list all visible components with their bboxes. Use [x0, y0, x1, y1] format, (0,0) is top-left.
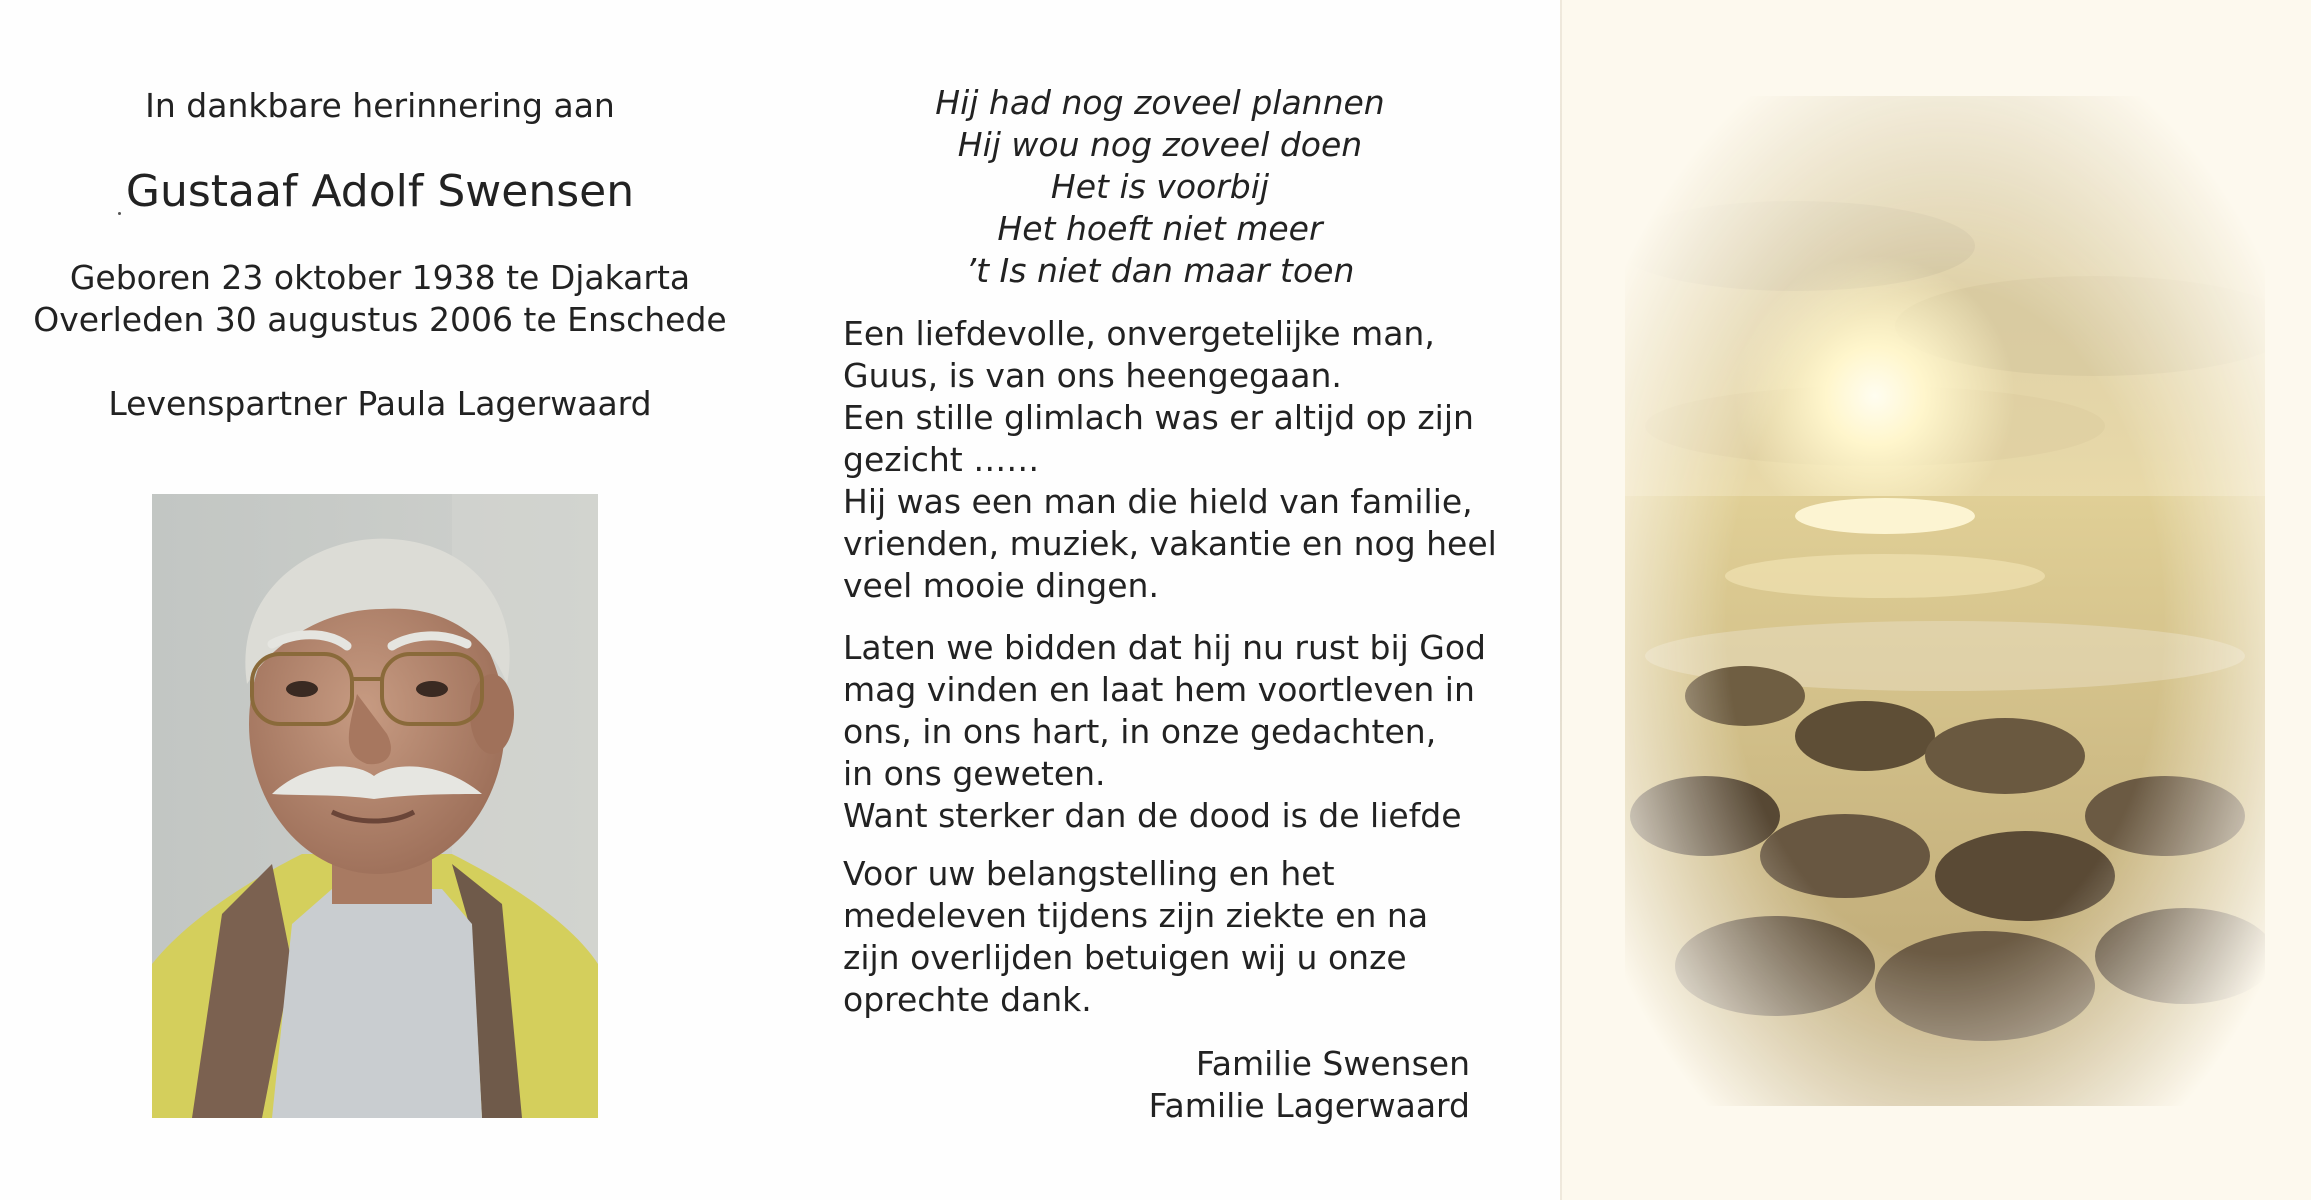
print-speck — [118, 212, 121, 215]
text-line: Hij was een man die hield van familie, — [843, 482, 1473, 521]
text-line: ons, in ons hart, in onze gedachten, — [843, 712, 1437, 751]
paragraph-tribute — [843, 313, 1543, 607]
sun-glow — [1735, 256, 2015, 536]
partner-line: Levenspartner Paula Lagerwaard — [108, 384, 652, 423]
text-line: Voor uw belangstelling en het — [843, 854, 1335, 893]
text-line: Een liefdevolle, onvergetelijke man, — [843, 314, 1435, 353]
text-line: zijn overlijden betuigen wij u onze — [843, 938, 1407, 977]
poem-line: Hij wou nog zoveel doen — [957, 125, 1363, 164]
rock — [1795, 701, 1935, 771]
poem-line: ’t Is niet dan maar toen — [965, 251, 1355, 290]
sunset-image — [1625, 96, 2265, 1106]
rock — [1760, 814, 1930, 898]
sunset-illustration — [1625, 96, 2265, 1106]
rock — [1675, 916, 1875, 1016]
rock — [1875, 931, 2095, 1041]
rock — [2085, 776, 2245, 856]
poem-line: Het is voorbij — [1050, 167, 1270, 206]
rock — [1925, 718, 2085, 794]
rock — [1935, 831, 2115, 921]
text-line: gezicht …… — [843, 440, 1040, 479]
rock — [1685, 666, 1805, 726]
sun-reflection — [1795, 498, 1975, 534]
paragraph-prayer — [843, 627, 1543, 837]
left-eye — [286, 681, 318, 697]
signature-line: Familie Lagerwaard — [1148, 1086, 1470, 1125]
text-line: Guus, is van ons heengegaan. — [843, 356, 1342, 395]
signature-line: Familie Swensen — [1195, 1044, 1470, 1083]
portrait-photo — [152, 494, 598, 1118]
right-eye — [416, 681, 448, 697]
text-line: oprechte dank. — [843, 980, 1092, 1019]
deceased-name: Gustaaf Adolf Swensen — [125, 166, 635, 217]
text-line: veel mooie dingen. — [843, 566, 1159, 605]
poem-line: Hij had nog zoveel plannen — [935, 83, 1385, 122]
poem-line: Het hoeft niet meer — [997, 209, 1323, 248]
intro-line: In dankbare herinnering aan — [145, 86, 615, 125]
paragraph-thanks — [843, 853, 1543, 1021]
card-fold-line — [1560, 0, 1562, 1200]
poem — [760, 82, 1560, 292]
family-signatures — [1000, 1043, 1470, 1127]
sun-reflection — [1725, 554, 2045, 598]
text-line: medeleven tijdens zijn ziekte en na — [843, 896, 1429, 935]
text-line: vrienden, muziek, vakantie en nog heel — [843, 524, 1497, 563]
grey-shirt — [272, 889, 482, 1118]
text-line: in ons geweten. — [843, 754, 1106, 793]
death-line: Overleden 30 augustus 2006 te Enschede — [33, 300, 727, 339]
portrait-illustration — [152, 494, 598, 1118]
rock — [1630, 776, 1780, 856]
birth-line: Geboren 23 oktober 1938 te Djakarta — [69, 258, 691, 297]
text-line: Een stille glimlach was er altijd op zijn — [843, 398, 1474, 437]
text-line: Laten we bidden dat hij nu rust bij God — [843, 628, 1487, 667]
text-line: Want sterker dan de dood is de liefde — [843, 796, 1462, 835]
text-line: mag vinden en laat hem voortleven in — [843, 670, 1475, 709]
